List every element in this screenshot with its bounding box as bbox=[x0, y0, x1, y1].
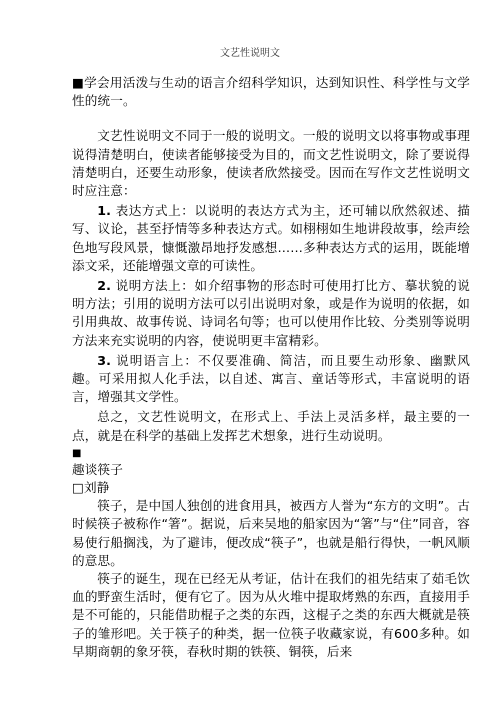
summary-paragraph: 总之，文艺性说明文，在形式上、手法上灵活多样，最主要的一点，就是在科学的基础上发挥艺术想象，进行生动说明。 bbox=[72, 409, 470, 443]
learning-objective: ■学会用活泼与生动的语言介绍科学知识，达到知识性、科学性与文学性的统一。 bbox=[72, 75, 470, 109]
document-body bbox=[72, 74, 470, 661]
article-title: 趣谈筷子 bbox=[72, 461, 123, 477]
point-2-number: 2. bbox=[97, 278, 112, 294]
point-1-number: 1. bbox=[97, 203, 112, 219]
point-1-text: 表达方式上：以说明的表达方式为主，还可辅以欣然叙述、描写、议论，甚至抒情等多种表达方式。如栩栩如生地讲段故事，绘声绘色地写段风景，慷慨激昂地抒发感想……多种表达方式的运用，既能增添文采，还能增强文章的可读性。 bbox=[72, 203, 470, 273]
article-paragraph-2: 筷子的诞生，现在已经无从考证，估计在我们的祖先结束了茹毛饮血的野蛮生活时，便有它了。因为从火堆中提取烤熟的东西，直接用手是不可能的，只能借助棍子之类的东西，这棍子之类的东西大概就是筷子的雏形吧。关于筷子的种类，据一位筷子收藏家说，有600多种。如早期商朝的象牙筷，春秋时期的铁筷、铜筷，后来 bbox=[72, 571, 470, 659]
point-2-text: 说明方法上：如介绍事物的形态时可使用打比方、摹状貌的说明方法；引用的说明方法可以引出说明对象，或是作为说明的依据，如引用典故、故事传说、诗词名句等；也可以使用作比较、分类别等说明方法来充实说明的内容，使说明更丰富精彩。 bbox=[72, 278, 470, 348]
page-header: 文艺性说明文 bbox=[220, 48, 280, 59]
point-3-text: 说明语言上：不仅要准确、简洁，而且要生动形象、幽默风趣。可采用拟人化手法，以自述、寓言、童话等形式，丰富说明的语言，增强其文学性。 bbox=[72, 352, 470, 405]
point-3 bbox=[72, 352, 470, 407]
article-author: □刘静 bbox=[72, 480, 110, 496]
point-2 bbox=[72, 277, 470, 350]
intro-paragraph: 文艺性说明文不同于一般的说明文。一般的说明文以将事物或事理说得清楚明白，使读者能够接受为目的，而文艺性说明文，除了要说得清楚明白，还要生动形象，使读者欣然接受。因而在写作文艺性说明文时应注意： bbox=[72, 128, 470, 199]
article-paragraph-1: 筷子，是中国人独创的进食用具，被西方人誉为“东方的文明”。古时候筷子被称作“箸”。据说，后来吴地的船家因为“箸”与“住”同音，容易使行船搁浅，为了避讳，便改成“筷子”，也就是船行得快，一帆风顺的意思。 bbox=[72, 498, 470, 568]
section-bullet: ■ bbox=[72, 447, 82, 459]
point-1 bbox=[72, 202, 470, 275]
point-3-number: 3. bbox=[97, 352, 112, 368]
